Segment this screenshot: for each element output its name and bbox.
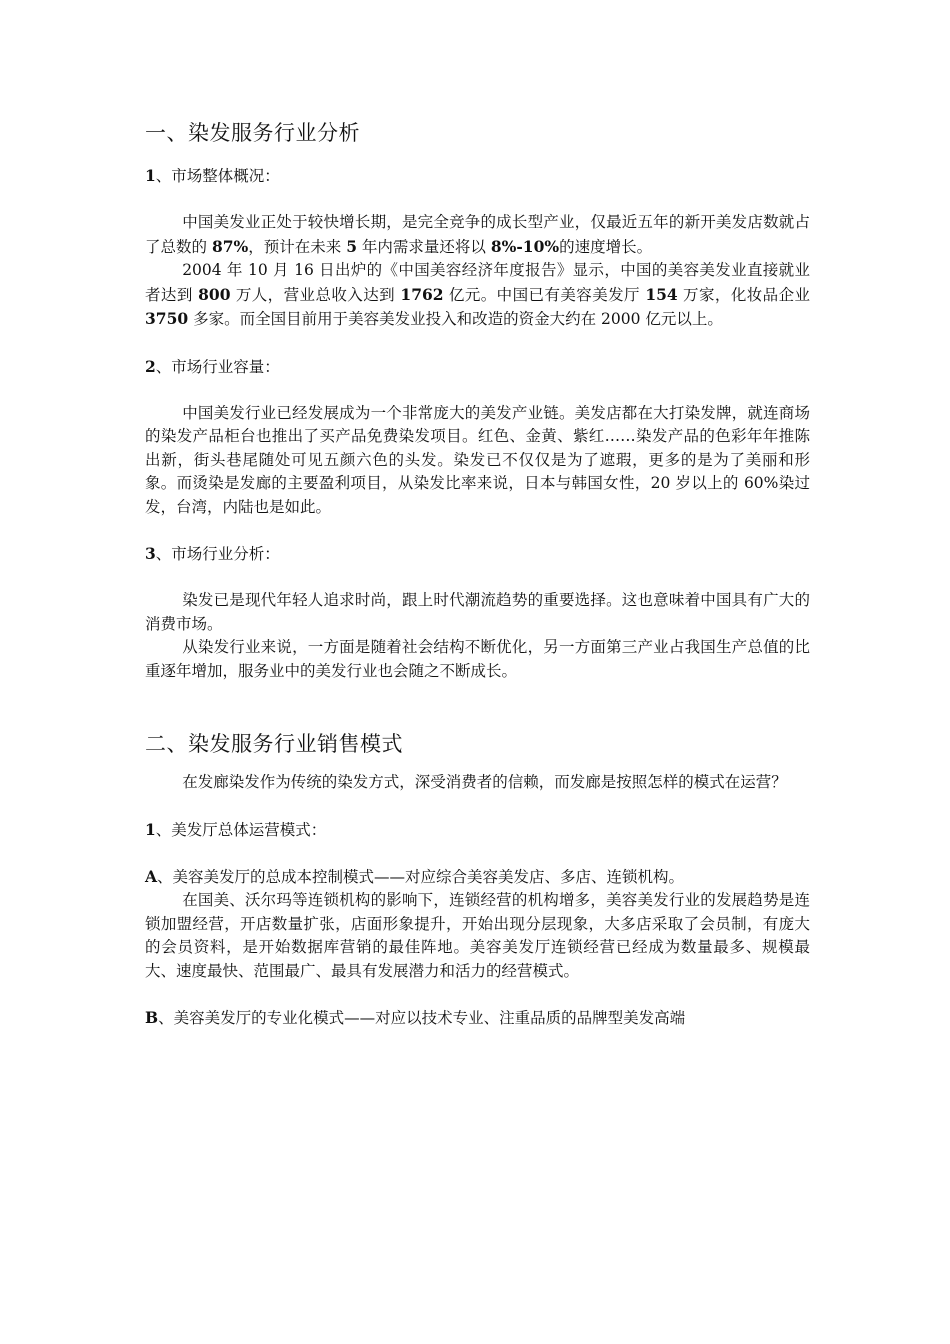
paragraph-industry-growth: 从染发行业来说，一方面是随着社会结构不断优化，另一方面第三产业占我国生产总值的比重逐年增加，服务业中的美发行业也会随之不断成长。: [145, 638, 810, 680]
paragraph-chain-operation: 在国美、沃尔玛等连锁机构的影响下，连锁经营的机构增多，美容美发行业的发展趋势是连锁加盟经营，开店数量扩张，店面形象提升，开始出现分层现象，大多店采取了会员制，有庞大的会员资料，是开始数据库营销的最佳阵地。美容美发厅连锁经营已经成为数量最多、规模最大、速度最快、范围最广、最具有发展潜力和活力的经营模式。: [145, 891, 810, 980]
section-2-title: 二、染发服务行业销售模式: [145, 732, 403, 756]
document-page: [145, 118, 810, 1031]
paragraph-market-report: 2004 年 10 月 16 日出炉的《中国美容经济年度报告》显示，中国的美容美发业直接就业者达到 800 万人，营业总收入达到 1762 亿元。中国已有美容美发厅 154 万家，化妆品企业 3750 多家。而全国目前用于美容美发业投入和改造的资金大约在 2000 亿元以上。: [145, 261, 811, 328]
subheading-cost-control-model: A、美容美发厅的总成本控制模式——对应综合美容美发店、多店、连锁机构。: [145, 866, 685, 886]
paragraph-market-capacity: 中国美发行业已经发展成为一个非常庞大的美发产业链。美发店都在大打染发牌，就连商场的染发产品柜台也推出了买产品免费染发项目。红色、金黄、紫红……染发产品的色彩年年推陈出新，街头巷尾随处可见五颜六色的头发。染发已不仅仅是为了遮瑕，更多的是为了美丽和形象。而烫染是发廊的主要盈利项目，从染发比率来说，日本与韩国女性，20 岁以上的 60%染过发，台湾，内陆也是如此。: [145, 403, 810, 516]
paragraph-market-growth: 中国美发业正处于较快增长期，是完全竞争的成长型产业，仅最近五年的新开美发店数就占了总数的 87%，预计在未来 5 年内需求量还将以 8%-10%的速度增长。: [145, 213, 810, 256]
paragraph-consumer-market: 染发已是现代年轻人追求时尚，跟上时代潮流趋势的重要选择。这也意味着中国具有广大的消费市场。: [145, 591, 810, 633]
heading-operation-model: 1、美发厅总体运营模式：: [145, 819, 327, 839]
heading-market-capacity: 2、市场行业容量：: [145, 356, 280, 376]
heading-market-analysis: 3、市场行业分析：: [145, 544, 280, 563]
paragraph-salon-model-intro: 在发廊染发作为传统的染发方式，深受消费者的信赖，而发廊是按照怎样的模式在运营？: [182, 773, 787, 791]
section-1-title: 一、染发服务行业分析: [145, 121, 360, 145]
heading-market-overview: 1、市场整体概况：: [145, 166, 280, 185]
subheading-specialization-model: B、美容美发厅的专业化模式——对应以技术专业、注重品质的品牌型美发高端: [145, 1008, 686, 1027]
